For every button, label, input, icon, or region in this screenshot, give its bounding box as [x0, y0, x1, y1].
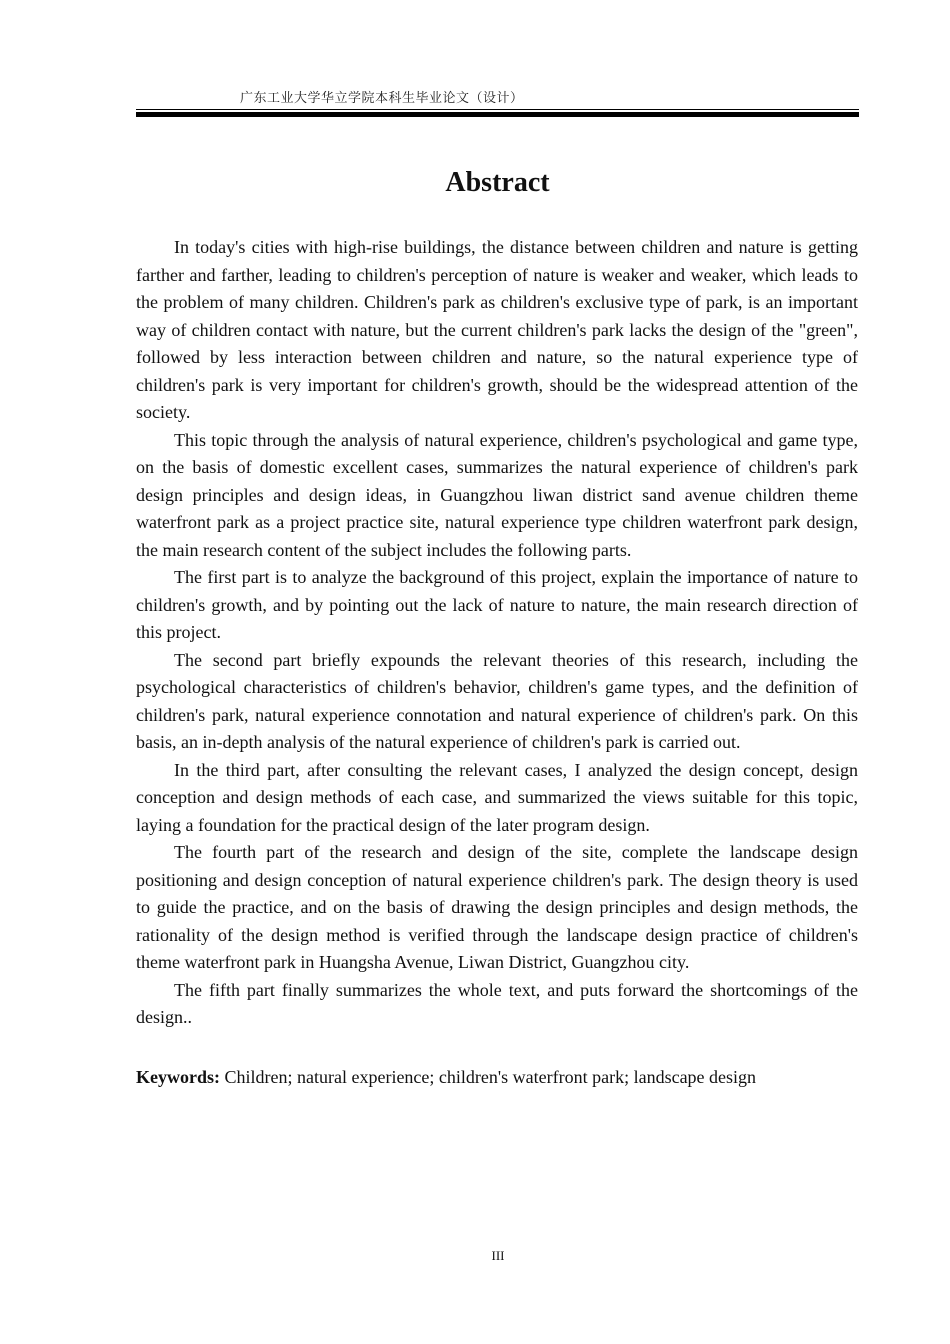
abstract-body: [136, 234, 858, 1032]
abstract-paragraph: The fifth part finally summarizes the whole text, and puts forward the shortcomings of the design..: [136, 979, 858, 1027]
abstract-paragraph: This topic through the analysis of natural experience, children's psychological and game type, on the basis of domestic excellent cases, summarizes the natural experience of children's park design principles and design ideas, in Guangzhou liwan district sand avenue children theme waterfront park as a project practice site, natural experience type children waterfront park design, the main research content of the subject includes the following parts.: [136, 429, 858, 560]
abstract-paragraph: The second part briefly expounds the relevant theories of this research, including the psychological characteristics of children's behavior, children's game types, and the definition of children's park, natural experience connotation and natural experience of children's park. On this basis, an in-depth analysis of the natural experience of children's park is carried out.: [136, 649, 858, 752]
abstract-paragraph: In today's cities with high-rise buildings, the distance between children and nature is getting farther and farther, leading to children's perception of nature is weaker and weaker, which leads to the problem of many children. Children's park as children's exclusive type of park, is an important way of children contact with nature, but the current children's park lacks the design of the "green", followed by less interaction between children and nature, so the natural experience type of children's park is very important for children's growth, should be the widespread attention of the society.: [136, 237, 858, 422]
header-rule-thin: [136, 109, 859, 110]
abstract-paragraph: The first part is to analyze the background of this project, explain the importance of nature to children's growth, and by pointing out the lack of nature to nature, the main research direction of this project.: [136, 567, 858, 642]
abstract-paragraph: In the third part, after consulting the relevant cases, I analyzed the design concept, design conception and design methods of each case, and summarized the views suitable for this topic, laying a foundation for the practical design of the later program design.: [136, 759, 858, 835]
page-number: III: [491, 1248, 505, 1263]
page-title: Abstract: [445, 167, 550, 198]
keywords-label: Keywords:: [136, 1067, 220, 1087]
keywords-text: Children; natural experience; children's waterfront park; landscape design: [224, 1067, 757, 1087]
keywords-line: [136, 1064, 858, 1092]
header-rule-thick: [136, 112, 859, 117]
running-header: 广东工业大学华立学院本科生毕业论文（设计）: [240, 91, 524, 106]
abstract-paragraph: The fourth part of the research and design of the site, complete the landscape design positioning and design conception of natural experience children's park. The design theory is used to guide the practice, and on the basis of drawing the design principles and design methods, the rationality of the design method is verified through the landscape design practice of children's theme waterfront park in Huangsha Avenue, Liwan District, Guangzhou city.: [136, 842, 858, 972]
